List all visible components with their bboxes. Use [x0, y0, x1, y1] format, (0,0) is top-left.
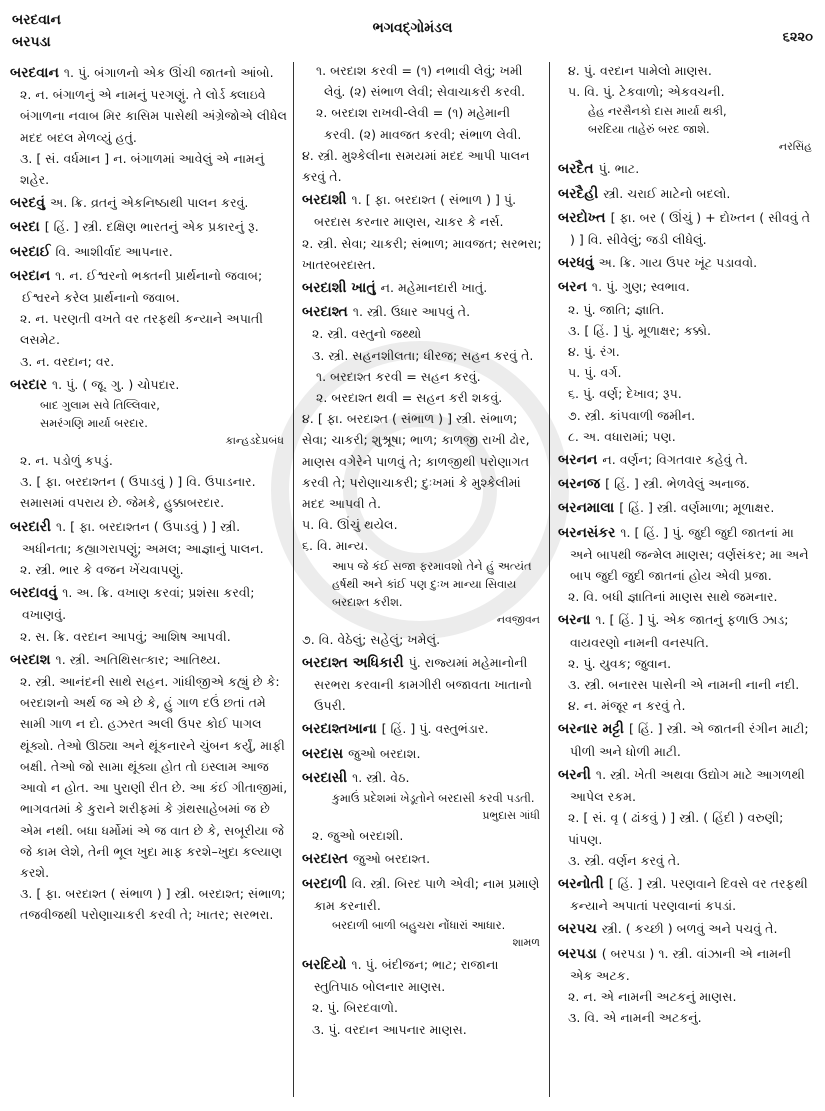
headword: બરદાન [10, 267, 51, 284]
headword: બરદાશી ખાતું [302, 280, 376, 297]
sense [302, 997, 544, 1018]
definition-text: ૫. વિ. પું. ટેકવાળો; એકવચની. [568, 84, 725, 100]
dictionary-entry [10, 62, 288, 84]
dictionary-entry [10, 649, 288, 671]
headword: બરપચ [558, 921, 597, 938]
headword: બરપડા [558, 945, 597, 962]
definition-text: ૨. સ્ત્રી. ભાર કે વજન ખેંચવાપણું. [20, 562, 184, 578]
definition-text: ૩. ન. વરદાન; વર. [20, 353, 115, 369]
headword: બરનમાલા [558, 500, 615, 517]
definition-text: વિ. સ્ત્રી. બિરદ પાળે એવી; નામ પ્રમાણે કામ કરનારી. [314, 875, 540, 913]
definition-text: ૧. સ્ત્રી. વેઠ. [352, 769, 410, 785]
sense [558, 81, 816, 102]
dictionary-entry [302, 189, 544, 232]
definition-text: ૪. સ્ત્રી. મુશ્કેલીના સમયમાં મદદ આપી પાલન કરવું તે. [302, 147, 530, 185]
dictionary-entry [558, 609, 816, 652]
dictionary-entry [558, 873, 816, 916]
headword: બરદવું [10, 195, 46, 212]
idiom [302, 366, 544, 387]
headword: બરદાશ્તખાના [302, 721, 377, 738]
dictionary-entry [558, 497, 816, 519]
definition-text: ૩. પું. વરદાન આપનાર માણસ. [312, 1021, 467, 1037]
quotation-source [10, 432, 288, 450]
page-header [0, 8, 825, 48]
dictionary-entry [10, 374, 288, 396]
sense [558, 362, 816, 383]
sense [10, 671, 288, 883]
quotation [302, 916, 544, 934]
sense [558, 383, 816, 404]
sense [302, 408, 544, 514]
definition-text: ૧. ન. ઈશ્વરનો ભક્તની પ્રાર્થનાનો જવાબ; ઈશ્વરને કરેલ પ્રાર્થનાનો જવાબ. [22, 267, 263, 306]
quotation [10, 396, 288, 414]
definition-text: ૪. પું. રંગ. [568, 344, 620, 360]
definition-text: હેહ નરસૈનકો દાસ માર્યા થકી, [588, 104, 727, 119]
headword: બરનાર મટ્ટી [558, 721, 624, 738]
definition-text: ૧. [ ફા. બરદાશ્ત ( સંભાળ ) ] પું. બરદાસ કરનાર માણસ, ચાકર કે નર્સ. [314, 192, 517, 230]
idiom [302, 387, 544, 408]
definition-text: ૪. પું. વરદાન પામેલો માણસ. [568, 63, 712, 78]
quotation [302, 789, 544, 807]
dictionary-entry [10, 216, 288, 238]
definition-text: [ હિં. ] સ્ત્રી. એ જાતની રંગીન માટી; પીળી અને ધોળી માટી. [570, 721, 809, 759]
sense [558, 405, 816, 426]
quotation-source [558, 138, 816, 156]
dictionary-entry [558, 449, 816, 471]
definition-text: ૧. સ્ત્રી. ઉધાર આપવું તે. [352, 304, 471, 320]
dictionary-entry [558, 764, 816, 807]
definition-text: પ્રભુદાસ ગાંધી [482, 809, 540, 823]
dictionary-entry [302, 277, 544, 299]
idiom [302, 60, 544, 102]
definition-text: ૨. સ્ત્રી. સેવા; ચાકરી; સંભાળ; માવજત; સરભરા; ખાતરબરદાસ્ત. [302, 235, 542, 272]
dictionary-entry [10, 265, 288, 308]
definition-text: ૩. સ્ત્રી. વર્ણન કરવું તે. [568, 852, 681, 868]
headword: બરદા [10, 219, 40, 236]
definition-text: સ્ત્રી. ચરાઈ માટેનો બદલો. [603, 185, 731, 201]
idiom [302, 102, 544, 144]
definition-text: નવજીવન [496, 612, 540, 626]
sense [302, 345, 544, 366]
definition-text: [ હિં. ] પું. વસ્તુભંડાર. [381, 721, 489, 737]
column-3 [558, 60, 816, 1028]
quotation-source [302, 807, 544, 825]
sense [10, 308, 288, 350]
definition-text: વિ. આશીર્વાદ આપનાર. [55, 243, 173, 259]
definition-text: [ હિં. ] સ્ત્રી. ભેળવેલું અનાજ. [605, 476, 750, 492]
definition-text: ૨. પું. જાતિ; જ્ઞાતિ. [568, 301, 665, 317]
sense [558, 320, 816, 341]
sense [558, 341, 816, 362]
definition-text: ૫. વિ. ઊંચું થયેલ. [302, 517, 398, 533]
sense [10, 559, 288, 580]
definition-text: નરસિંહ [778, 140, 812, 154]
definition-text: ૧. [ ફા. બરદાશ્તન ( ઉપાડવું ) ] સ્ત્રી. અધીનતા; કહ્યાગરાપણું; અમલ; આજ્ઞાનું પાલન. [22, 518, 264, 556]
sense [558, 850, 816, 871]
definition-text: ૫. પું. વર્ગ. [568, 365, 622, 381]
headword: બરદૈત [558, 161, 594, 178]
definition-text: ૬. વિ. માન્ય. [302, 538, 369, 554]
definition-text: ૨. જુઓ બરદાશી. [312, 828, 404, 844]
headword: બરનજ [558, 476, 601, 493]
definition-text: ૨. ન. બંગાળનું એ નામનું પરગણું. તે લોર્ડ ક્લાઇવે બંગાળના નવાબ મિર કાસિમ પાસેથી અંગ્રેજોએ લીધેલ મદદ બદલ મેળવ્યું હતું. [20, 87, 288, 145]
column-divider [549, 62, 550, 1097]
dictionary-entry [302, 652, 544, 717]
definition-text: [ ફા. બર ( ઊંચું ) + દોખ્તન ( સીવવું તે ) ] વિ. સીવેલું; જડી લીધેલું. [570, 209, 811, 248]
dictionary-entry [558, 276, 816, 298]
definition-text: ૧. પું. ગુણ; સ્વભાવ. [591, 279, 690, 295]
definition-text: ૩. સ્ત્રી. સહનશીલતા; ધીરજ; સહન કરવું તે. [312, 347, 534, 363]
definition-text: સ્ત્રી. ( કચ્છી ) બળવું અને પચવું તે. [601, 921, 778, 937]
sense [302, 1019, 544, 1040]
dictionary-entry [10, 192, 288, 214]
dictionary-entry [10, 582, 288, 625]
definition-text: ૧. અ. ક્રિ. વખાણ કરવાં; પ્રશંસા કરવી; વખાણવું. [22, 585, 255, 623]
definition-text: ન. વર્ણન; વિગતવાર કહેવું તે. [602, 452, 748, 468]
dictionary-entry [302, 848, 544, 870]
definition-text: ( બરપડા ) ૧. સ્ત્રી. વાંઝાની એ નામની એક અટક. [570, 945, 792, 983]
quotation-source [302, 611, 544, 629]
headword: બરદાશ [10, 651, 51, 668]
sense [558, 674, 816, 695]
definition-text: ૪. ન. મંજૂર ન કરવું તે. [568, 698, 686, 714]
definition-text: બરદિયા તાહેરું બરદ જાશે. [588, 122, 710, 137]
definition-text: ૩. [ સં. વર્ધમાન ] ન. બંગાળમાં આવેલું એ નામનું શહેર. [20, 150, 265, 188]
definition-text: ૨. સ. ક્રિ. વરદાન આપવું; આશિષ આપવી. [20, 628, 231, 644]
guide-word-first: બરદવાન [12, 12, 61, 28]
headword: બરનસંકર [558, 524, 616, 541]
dictionary-entry [10, 241, 288, 263]
dictionary-entry [302, 954, 544, 997]
definition-text: ૧. [ હિં. ] પું. જુદી જુદી જાતનાં મા અને બાપથી જન્મેલ માણસ; વર્ણસંકર; મા અને બાપ જુદી જુદી જાતનાં હોય એવી પ્રજા. [570, 524, 809, 584]
definition-text: ૨. [ સં. વૃ ( ઢાંકવું ) ] સ્ત્રી. ( હિંદી ) વરુણી; પાંપણ. [568, 810, 784, 847]
headword: બરની [558, 766, 591, 783]
headword: બરદાશ્ત [302, 304, 348, 321]
definition-text: [ હિં. ] સ્ત્રી. પરણવાને દિવસે વર તરફથી કન્યાને અપાતાં પરણવાનાં કપડાં. [570, 875, 808, 914]
sense [302, 145, 544, 187]
definition-text: ૮. અ. વધારામાં; પણ. [568, 428, 676, 444]
column-2 [302, 60, 544, 1040]
definition-text: ૧. પું. બંદીજન; ભાટ; રાજાના સ્તુતિપાઠ બોલનાર માણસ. [314, 956, 499, 995]
sense [558, 807, 816, 849]
definition-text: ૧. સ્ત્રી. ખેતી અથવા ઉદ્યોગ માટે આગળથી આપેલ રકમ. [570, 766, 805, 805]
definition-text: ૩. [ ફા. બરદાશ્ત ( સંભાળ ) ] સ્ત્રી. બરદાશ્ત; સંભાળ; તજવીજથી પરોણાચાકરી કરવી તે; ખાતર; સરભરા. [20, 886, 286, 923]
dictionary-entry [10, 516, 288, 559]
sense [10, 351, 288, 372]
headword: બરનન [558, 452, 598, 469]
headword: બરદાસી [302, 769, 348, 786]
definition-text: સમરંગણિ માર્યા બરદાર. [40, 416, 148, 431]
sense [10, 84, 288, 148]
sense [10, 450, 288, 471]
dictionary-entry [558, 207, 816, 250]
definition-text: ૧. બરદાશ કરવી = (૧) નભાવી લેવું; ખમી લેવું. (૨) સંભાળ લેવી; સેવાચાકરી કરવી. [316, 63, 526, 100]
sense [302, 233, 544, 275]
definition-text: કાન્હડદેપ્રબંધ [225, 434, 284, 448]
definition-text: ૩. [ હિં. ] પું. મૂળાક્ષર; કક્કો. [568, 322, 712, 338]
definition-text: અ. ક્રિ. વ્રતનું એકનિષ્ઠાથી પાલન કરવું. [50, 195, 249, 211]
definition-text: ૨. બરદાશ રાખવી-લેવી = (૧) મહેમાની કરવી. (૨) માવજત કરવી; સંભાળ લેવી. [316, 105, 522, 142]
sense [558, 986, 816, 1007]
headword: બરદાર [10, 376, 47, 393]
headword: બરના [558, 612, 591, 629]
definition-text: ૨. પું. બિરદવાળો. [312, 1000, 398, 1016]
sense [302, 323, 544, 344]
definition-text: જુઓ બરદાશ. [348, 745, 421, 761]
definition-text: [ હિં. ] સ્ત્રી. વર્ણમાળા; મૂળાક્ષર. [619, 500, 775, 516]
sense [558, 1007, 816, 1028]
dictionary-entry [302, 767, 544, 789]
definition-text: શામળ [512, 935, 540, 949]
definition-text: જુઓ બરદાશ્ત. [352, 851, 431, 867]
definition-text: ૬. પું. વર્ણ; દેખાવ; રૂપ. [568, 386, 682, 402]
definition-text: ૨. ન. એ નામની અટકનું માણસ. [568, 988, 737, 1004]
guide-word-last: બરપડા [12, 34, 51, 50]
definition-text: ૭. વિ. વેઠેલું; સહેલું; ખમેલું. [302, 631, 441, 647]
definition-text: ૨. ન. પરણતી વખતે વર તરફથી કન્યાને અપાતી લસમેટ. [20, 311, 263, 348]
sense [10, 883, 288, 925]
definition-text: ૨. સ્ત્રી. વસ્તુનો જથ્થો [312, 326, 422, 342]
definition-text: ૨. વિ. બધી જ્ઞાતિનાં માણસ સાથે જમનાર. [568, 589, 778, 605]
sense [558, 299, 816, 320]
page-number: ૬૨૨૦ [782, 30, 813, 45]
sense [10, 626, 288, 647]
definition-text: બરદાળી બાળી બહુચરા નોંધારાં આધાર. [332, 917, 506, 932]
definition-text: ૧. પું. બંગાળનો એક ઊંચી જાતનો આંબો. [63, 65, 274, 80]
headword: બરન [558, 279, 587, 296]
quotation [302, 557, 544, 611]
definition-text: ૩. [ ફા. બરદાશ્તન ( ઉપાડવું ) ] વિ. ઉપાડનાર. સમાસમાં વપરાય છે. જેમકે, હુક્કાબરદાર. [20, 474, 256, 511]
headword: બરદાસ [302, 745, 344, 762]
definition-text: ૧. બરદાશ્ત કરવી = સહન કરવું. [316, 368, 481, 384]
definition-text: ૩. વિ. એ નામની અટકનું. [568, 1010, 702, 1026]
column-1 [10, 60, 288, 926]
headword: બરદાશ્ત અધિકારી [302, 654, 404, 671]
definition-text: આપ જે કંઈ સજા ફરમાવશો તેને હું અત્યંત હર્ષથી અને કાંઈ પણ દુઃખ માન્યા સિવાય બરદાશ્ત કરીશ. [332, 558, 532, 609]
sense [302, 514, 544, 535]
sense [10, 471, 288, 513]
dictionary-entry [302, 301, 544, 323]
headword: બરદિયો [302, 956, 347, 973]
definition-text: પું. ભાટ. [598, 161, 640, 177]
headword: બરદાશી [302, 192, 347, 209]
definition-text: ૨. પું. યુવક; જુવાન. [568, 655, 672, 671]
headword: બરદૈહી [558, 185, 599, 202]
headword: બરધવું [558, 255, 594, 272]
sense [302, 629, 544, 650]
sense [558, 60, 816, 81]
sense [558, 426, 816, 447]
sense [558, 653, 816, 674]
book-title: ભગવદ્ગોમંડલ [372, 20, 453, 36]
sense [302, 825, 544, 846]
definition-text: ન. મહેમાનદારી ખાતું. [380, 280, 488, 296]
definition-text: ૨. બરદાશ્ત થવી = સહન કરી શકવું. [316, 390, 503, 406]
dictionary-entry [558, 183, 816, 205]
quotation [558, 102, 816, 120]
definition-text: ૩. સ્ત્રી. બનારસ પાસેની એ નામની નાની નદી. [568, 677, 800, 693]
headword: બરદારી [10, 518, 51, 535]
sense [558, 586, 816, 607]
definition-text: બાદ ગુલામ સવે તિલ્લિવાર, [40, 398, 160, 413]
dictionary-entry [558, 473, 816, 495]
sense [302, 535, 544, 556]
headword: બરદાઈ [10, 243, 51, 260]
definition-text: ૧. [ હિં. ] પું. એક જાતનું ફળાઉ ઝાડ; વાયવરણો નામની વનસ્પતિ. [570, 612, 789, 650]
quotation-source [302, 934, 544, 952]
definition-text: ૨. ન. પડોળું કપડું. [20, 453, 113, 469]
definition-text: પું. રાજ્યમાં મહેમાનોની સરભરા કરવાની કામગીરી બજાવતા ખાતાનો ઉપરી. [314, 654, 532, 714]
sense [558, 695, 816, 716]
dictionary-entry [302, 873, 544, 916]
definition-text: ૭. સ્ત્રી. કાંપવાળી જમીન. [568, 407, 696, 423]
dictionary-entry [558, 718, 816, 761]
definition-text: અ. ક્રિ. ગાય ઉપર ખૂંટ પડાવવો. [598, 255, 758, 271]
dictionary-entry [558, 918, 816, 940]
quotation [558, 120, 816, 138]
quotation [10, 414, 288, 432]
definition-text: ૧. સ્ત્રી. અતિથિસત્કાર; આતિથ્ય. [55, 651, 221, 667]
headword: બરદાવવું [10, 585, 58, 602]
sense [10, 148, 288, 190]
column-divider [293, 62, 294, 1097]
dictionary-entry [558, 158, 816, 180]
dictionary-entry [302, 718, 544, 740]
headword: બરદોખ્ત [558, 209, 606, 226]
definition-text: [ હિં. ] સ્ત્રી. દક્ષિણ ભારતનું એક પ્રકારનું રૂ. [44, 219, 259, 235]
definition-text: કુમાઉં પ્રદેશમાં ખેડૂતોને બરદાસી કરવી પડતી. [332, 791, 535, 806]
dictionary-entry [558, 943, 816, 986]
dictionary-entry [558, 252, 816, 274]
headword: બરદવાન [10, 65, 59, 81]
dictionary-entry [302, 743, 544, 765]
definition-text: ૪. [ ફા. બરદાશ્ત ( સંભાળ ) ] સ્ત્રી. સંભાળ; સેવા; ચાકરી; શુશ્રૂષા; ભાળ; કાળજી રાખી ઢોર, માણસ વગેરેને પાળવું તે; કાળજીથી પરોણાગત કરવી તે; પરોણાચાકરી; દુઃખમાં કે મુશ્કેલીમાં મદદ આપવી તે. [302, 411, 530, 512]
definition-text: ૨. સ્ત્રી. આનંદની સાથે સહન. ગાંધીજીએ કહ્યું છે કે: બરદાશનો અર્થ જ એ છે કે, હું ગાળ દઉં છતાં તમે સામી ગાળ ન દો. હઝરત અલી ઉપર કોઈ પાગલ થૂંક્યો. તેઓ ઊઠ્યા અને થૂંકનારને ચુંબન કર્યું, માફી બક્ષી. તેઓ જો સામા થૂંક્યા હોત તો ઇસ્લામ આજ આવો ન હોત. આ પુરાણી રીત છે. આ કંઈ ગીતાજીમાં, ભાગવતમાં કે કુરાને શરીફમાં કે ગ્રંથસાહેબમાં જ છે એમ નથી. બધા ધર્મોમાં એ જ વાત છે કે, સબૂરીયા જે જે કામ લેશે, તેની ભૂલ ખુદા માફ કરશે–ખુદા કલ્યાણ કરશે. [20, 674, 288, 880]
definition-text: ૧. પું. ( જૂ. ગુ. ) ચોપદાર. [51, 376, 180, 392]
headword: બરદાસ્ત [302, 851, 348, 868]
headword: બરદાળી [302, 875, 347, 892]
headword: બરનોતી [558, 875, 604, 892]
dictionary-entry [558, 522, 816, 587]
